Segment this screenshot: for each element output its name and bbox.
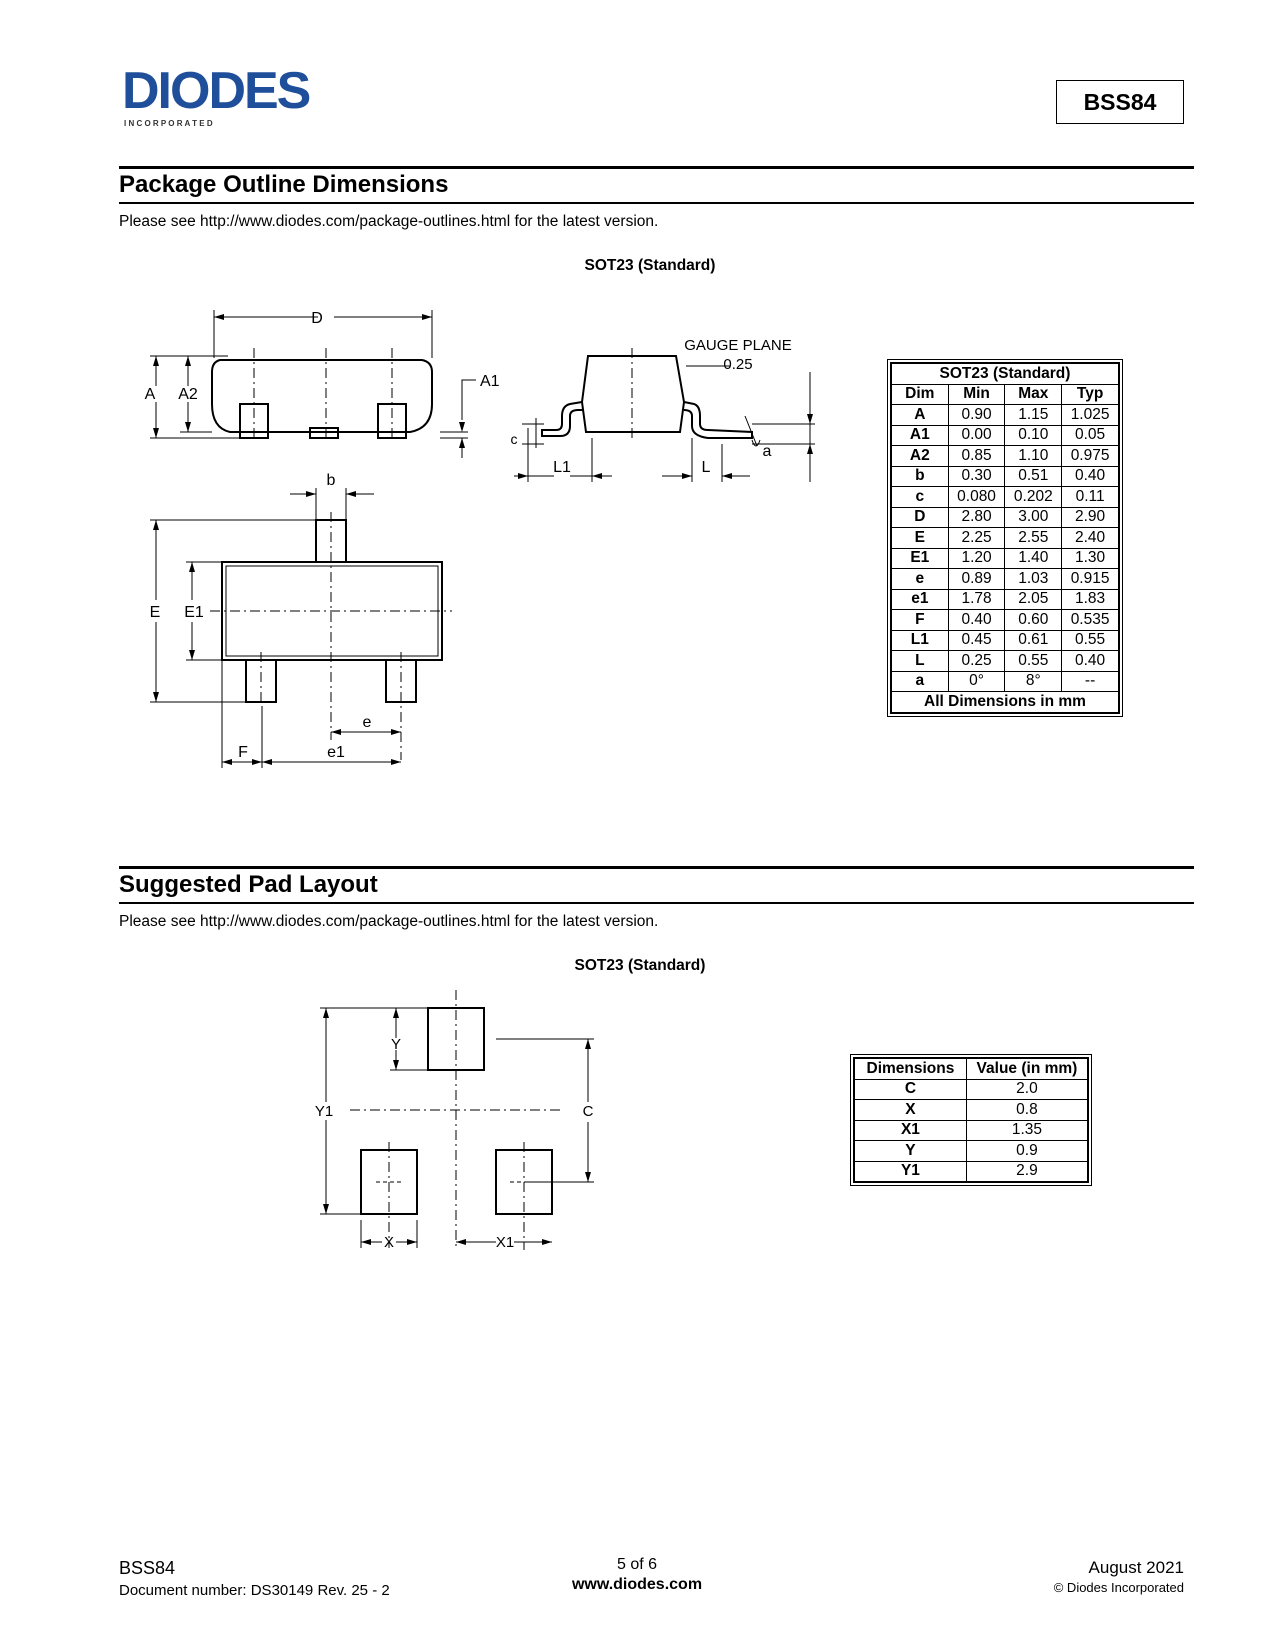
table-row (891, 548, 1119, 569)
cell-min: 1.20 (948, 548, 1005, 569)
cell-dimension: X (854, 1100, 966, 1121)
cell-max: 1.03 (1005, 569, 1062, 590)
label-A1: A1 (480, 373, 500, 390)
label-b: b (326, 472, 336, 489)
table-row (854, 1161, 1088, 1182)
cell-value: 1.35 (966, 1120, 1088, 1141)
cell-max: 8° (1005, 671, 1062, 692)
part-number-box: BSS84 (1056, 80, 1184, 124)
table-row (891, 487, 1119, 508)
cell-max: 1.10 (1005, 446, 1062, 467)
label-gauge-value: 0.25 (723, 356, 753, 373)
cell-typ: 0.915 (1062, 569, 1119, 590)
cell-min: 0.45 (948, 630, 1005, 651)
cell-min: 0.30 (948, 466, 1005, 487)
cell-typ: 0.11 (1062, 487, 1119, 508)
cell-value: 2.9 (966, 1161, 1088, 1182)
cell-max: 0.60 (1005, 610, 1062, 631)
cell-max: 1.15 (1005, 405, 1062, 426)
table-row (891, 630, 1119, 651)
cell-dimension: Y (854, 1141, 966, 1162)
package-outline-note: Please see http://www.diodes.com/package-outlines.html for the latest version. (119, 213, 659, 230)
label-e1: e1 (327, 744, 345, 761)
table-row (891, 589, 1119, 610)
table-row (891, 610, 1119, 631)
cell-typ: 0.40 (1062, 651, 1119, 672)
cell-dim: L (891, 651, 948, 672)
cell-dim: L1 (891, 630, 948, 651)
label-D: D (311, 310, 323, 327)
label-E: E (149, 604, 161, 621)
logo-subtext: I N C O R P O R A T E D (124, 119, 213, 128)
cell-min: 2.25 (948, 528, 1005, 549)
table-row (854, 1100, 1088, 1121)
label-X1: X1 (495, 1234, 515, 1251)
cell-typ: 1.025 (1062, 405, 1119, 426)
cell-dim: e (891, 569, 948, 590)
table-row (891, 446, 1119, 467)
cell-max: 0.10 (1005, 425, 1062, 446)
cell-typ: 0.55 (1062, 630, 1119, 651)
package-outline-caption: SOT23 (Standard) (584, 257, 716, 274)
pad-layout-note: Please see http://www.diodes.com/package-outlines.html for the latest version. (119, 913, 659, 930)
cell-value: 2.0 (966, 1079, 1088, 1100)
cell-min: 0° (948, 671, 1005, 692)
pad-layout-drawing (0, 990, 700, 1270)
cell-dim: E1 (891, 548, 948, 569)
footer-doc-number: Document number: DS30149 Rev. 25 - 2 (119, 1582, 390, 1599)
cell-max: 2.55 (1005, 528, 1062, 549)
cell-typ: 0.535 (1062, 610, 1119, 631)
cell-dim: A (891, 405, 948, 426)
cell-max: 2.05 (1005, 589, 1062, 610)
table-row (891, 671, 1119, 692)
cell-max: 0.202 (1005, 487, 1062, 508)
cell-dimension: Y1 (854, 1161, 966, 1182)
label-e: e (362, 714, 372, 731)
label-L1: L1 (553, 459, 571, 476)
cell-typ: 1.83 (1062, 589, 1119, 610)
cell-min: 0.25 (948, 651, 1005, 672)
footer-copyright: © Diodes Incorporated (1053, 1580, 1184, 1595)
col-header-dimensions: Dimensions (854, 1058, 966, 1079)
cell-typ: 2.90 (1062, 507, 1119, 528)
cell-max: 3.00 (1005, 507, 1062, 528)
pad-layout-caption: SOT23 (Standard) (574, 957, 706, 974)
table-row (891, 507, 1119, 528)
cell-dim: A1 (891, 425, 948, 446)
label-gauge-plane: GAUGE PLANE (684, 337, 792, 354)
cell-max: 0.55 (1005, 651, 1062, 672)
table-row (891, 425, 1119, 446)
label-c: c (510, 431, 518, 447)
label-L: L (701, 459, 711, 476)
logo-wordmark: DIODES (122, 66, 310, 120)
table-title: SOT23 (Standard) (891, 363, 1119, 384)
section2-rule-top (119, 866, 1194, 869)
label-Y: Y (390, 1036, 402, 1053)
table-row (854, 1079, 1088, 1100)
cell-min: 0.40 (948, 610, 1005, 631)
table-row (854, 1141, 1088, 1162)
cell-max: 0.61 (1005, 630, 1062, 651)
cell-value: 0.9 (966, 1141, 1088, 1162)
cell-min: 2.80 (948, 507, 1005, 528)
col-header-value: Value (in mm) (966, 1058, 1088, 1079)
label-E1: E1 (184, 604, 204, 621)
table-row (891, 466, 1119, 487)
table-row (891, 651, 1119, 672)
footer-page: 5 of 6 (616, 1556, 658, 1573)
label-F: F (238, 744, 248, 761)
cell-dim: b (891, 466, 948, 487)
cell-dim: E (891, 528, 948, 549)
cell-dim: D (891, 507, 948, 528)
cell-typ: 0.40 (1062, 466, 1119, 487)
cell-typ: 0.975 (1062, 446, 1119, 467)
col-header-min: Min (948, 384, 1005, 405)
label-A2: A2 (178, 386, 198, 403)
col-header-max: Max (1005, 384, 1062, 405)
cell-dim: c (891, 487, 948, 508)
cell-max: 0.51 (1005, 466, 1062, 487)
cell-dim: a (891, 671, 948, 692)
section-title-pad-layout: Suggested Pad Layout (119, 871, 378, 898)
cell-typ: 2.40 (1062, 528, 1119, 549)
pad-dimensions-table (853, 1057, 1089, 1183)
cell-typ: -- (1062, 671, 1119, 692)
table-row (891, 569, 1119, 590)
label-X: X (383, 1234, 395, 1251)
cell-dimension: C (854, 1079, 966, 1100)
cell-max: 1.40 (1005, 548, 1062, 569)
table-row (891, 528, 1119, 549)
label-A: A (144, 386, 156, 403)
footer-date: August 2021 (1088, 1558, 1184, 1577)
cell-dim: A2 (891, 446, 948, 467)
end-view-body (582, 356, 684, 432)
table-footer: All Dimensions in mm (891, 692, 1119, 713)
cell-typ: 0.05 (1062, 425, 1119, 446)
cell-dim: F (891, 610, 948, 631)
cell-min: 0.90 (948, 405, 1005, 426)
side-view-body (212, 360, 432, 432)
footer-website[interactable]: www.diodes.com (571, 1576, 703, 1593)
cell-min: 1.78 (948, 589, 1005, 610)
cell-dimension: X1 (854, 1120, 966, 1141)
cell-value: 0.8 (966, 1100, 1088, 1121)
cell-dim: e1 (891, 589, 948, 610)
col-header-dim: Dim (891, 384, 948, 405)
cell-min: 0.89 (948, 569, 1005, 590)
table-row (891, 405, 1119, 426)
package-dimensions-table (890, 362, 1120, 714)
cell-min: 0.85 (948, 446, 1005, 467)
footer-part: BSS84 (119, 1558, 176, 1578)
cell-min: 0.00 (948, 425, 1005, 446)
section-title-package-outline: Package Outline Dimensions (119, 171, 449, 198)
cell-min: 0.080 (948, 487, 1005, 508)
section2-rule-bottom (119, 902, 1194, 904)
label-a: a (762, 443, 772, 460)
col-header-typ: Typ (1062, 384, 1119, 405)
cell-typ: 1.30 (1062, 548, 1119, 569)
table-row (854, 1120, 1088, 1141)
label-Y1: Y1 (314, 1103, 334, 1120)
label-C: C (582, 1103, 594, 1120)
